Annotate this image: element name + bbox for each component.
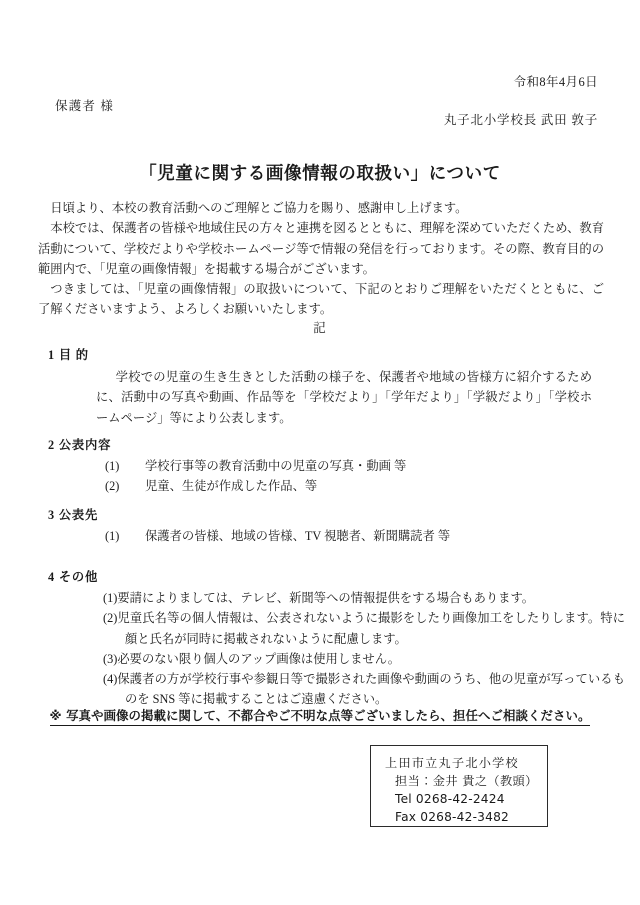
list-item-text: 必要のない限り個人のアップ画像は使用しません。	[117, 651, 401, 666]
section-other	[48, 568, 625, 710]
section-item-list	[48, 526, 614, 546]
intro-paragraph-2: 本校では、保護者の皆様や地域住民の方々と連携を図るとともに、理解を深めていただくため、教育活動について、学校だよりや学校ホームページ等で情報の発信を行っております。その際、教育目的の範囲内で、「児童の画像情報」を掲載する場合がございます。	[38, 221, 604, 276]
section-heading: 1 目 的	[48, 348, 89, 362]
section-heading: 4 その他	[48, 570, 99, 584]
list-item	[105, 476, 614, 496]
list-item-text: 児童、生徒が作成した作品、等	[145, 479, 318, 494]
section-disclosure-content	[48, 436, 614, 497]
consultation-note-text: ※ 写真や画像の掲載に関して、不都合やご不明な点等ございましたら、担任へご相談ください。	[50, 708, 591, 726]
list-item	[103, 588, 625, 608]
ki-marker: 記	[313, 321, 327, 335]
contact-person: 担当：金井 貴之（教頭）	[395, 774, 538, 788]
list-item-number: (2)	[103, 611, 118, 626]
section-body: 学校での児童の生き生きとした活動の様子を、保護者や地域の皆様方に紹介するために、活動中の写真や動画、作品等を「学校だより」「学年だより」「学級だより」「学校ホームページ」等により公表します。	[96, 370, 592, 425]
contact-telephone: Tel 0268-42-2424	[395, 792, 505, 806]
list-item	[103, 608, 625, 649]
list-item-text: 学校行事等の教育活動中の児童の写真・動画 等	[145, 459, 407, 473]
contact-school-name: 上田市立丸子北小学校	[385, 756, 519, 770]
contact-fax: Fax 0268-42-3482	[395, 810, 509, 824]
list-item	[103, 669, 625, 710]
list-item	[105, 456, 614, 476]
intro-paragraph-1: 日頃より、本校の教育活動へのご理解とご協力を賜り、感謝申し上げます。	[50, 201, 468, 215]
contact-box	[370, 745, 548, 827]
sender-line: 丸子北小学校長 武田 敦子	[443, 113, 598, 127]
document-title: 「児童に関する画像情報の取扱い」について	[139, 163, 501, 183]
list-item-number: (4)	[103, 672, 118, 687]
document-date: 令和8年4月6日	[513, 75, 598, 89]
section-item-list	[48, 588, 625, 710]
list-item	[105, 526, 614, 546]
intro-paragraph-3: つきましては、「児童の画像情報」の取扱いについて、下記のとおりご理解をいただくとともに、ご了解くださいますよう、よろしくお願いいたします。	[38, 282, 604, 317]
consultation-note	[0, 706, 640, 725]
list-item-text: 児童氏名等の個人情報は、公表されないように撮影をしたり画像加工をしたりします。特に顔と氏名が同時に掲載されないように配慮します。	[117, 611, 625, 646]
list-item-number: (2)	[105, 479, 120, 494]
section-heading: 3 公表先	[48, 508, 99, 522]
section-item-list	[48, 456, 614, 497]
intro-paragraphs	[38, 198, 604, 320]
list-item-number: (3)	[103, 651, 118, 666]
list-item-number: (1)	[105, 529, 120, 543]
section-heading: 2 公表内容	[48, 438, 112, 452]
list-item-text: 要請によりましては、テレビ、新聞等への情報提供をする場合もあります。	[117, 591, 535, 605]
list-item-number: (1)	[105, 459, 120, 473]
list-item	[103, 649, 625, 669]
list-item-text: 保護者の皆様、地域の皆様、TV 視聴者、新聞購読者 等	[145, 529, 451, 543]
list-item-text: 保護者の方が学校行事や参観日等で撮影された画像や動画のうち、他の児童が写っているものを SNS 等に掲載することはご遠慮ください。	[117, 672, 625, 707]
addressee-line: 保護者 様	[55, 99, 115, 113]
list-item-number: (1)	[103, 591, 118, 605]
section-purpose	[48, 346, 614, 428]
section-disclosure-target	[48, 506, 614, 546]
